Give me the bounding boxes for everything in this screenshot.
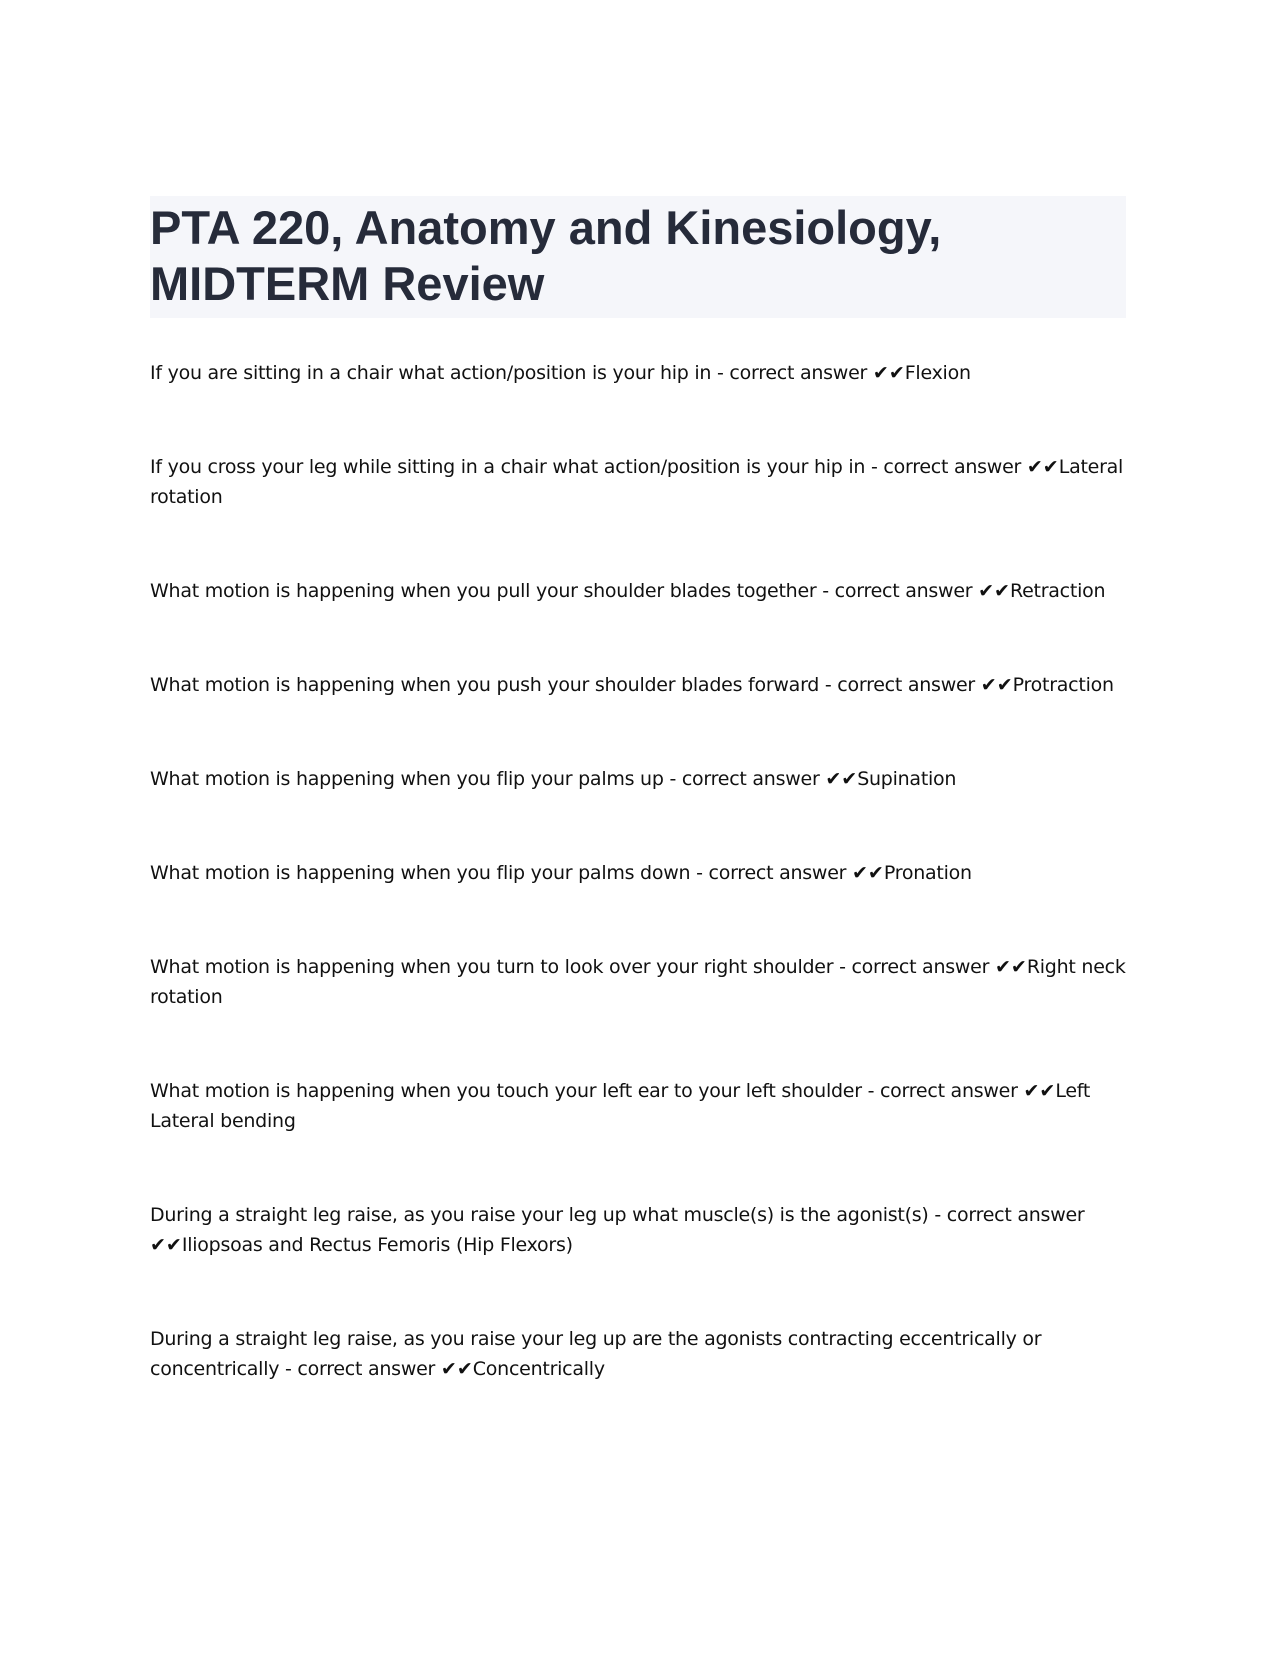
separator: -: [861, 1080, 880, 1102]
separator: -: [833, 956, 852, 978]
question-text: What motion is happening when you pull your shoulder blades together: [150, 580, 817, 602]
qa-item: [150, 764, 1130, 794]
answer-marker: correct answer: [883, 456, 1022, 478]
check-marks-icon: ✔✔: [825, 768, 858, 790]
separator: -: [690, 862, 709, 884]
check-marks-icon: ✔✔: [1023, 1080, 1056, 1102]
question-text: What motion is happening when you push your shoulder blades forward: [150, 674, 820, 696]
qa-item: [150, 452, 1130, 512]
qa-item: [150, 358, 1130, 388]
check-marks-icon: ✔✔: [994, 956, 1027, 978]
check-marks-icon: ✔✔: [440, 1358, 473, 1380]
check-marks-icon: ✔✔: [980, 674, 1013, 696]
answer-marker: correct answer: [297, 1358, 436, 1380]
question-text: During a straight leg raise, as you raise your leg up what muscle(s) is the agonist(s): [150, 1204, 929, 1226]
answer-text: Supination: [857, 768, 957, 790]
answer-text: Protraction: [1012, 674, 1114, 696]
qa-item: [150, 1324, 1130, 1384]
qa-list: [150, 358, 1126, 1384]
check-marks-icon: ✔✔: [150, 1234, 182, 1256]
answer-marker: correct answer: [729, 362, 868, 384]
answer-marker: correct answer: [946, 1204, 1085, 1226]
answer-text: Lateral rotation: [150, 456, 1124, 508]
answer-marker: correct answer: [681, 768, 820, 790]
qa-item: [150, 952, 1130, 1012]
question-text: If you are sitting in a chair what action/position is your hip in: [150, 362, 712, 384]
page-title: PTA 220, Anatomy and Kinesiology, MIDTERM Review: [150, 201, 942, 310]
check-marks-icon: ✔✔: [872, 362, 905, 384]
qa-item: [150, 1076, 1130, 1136]
answer-marker: correct answer: [851, 956, 990, 978]
answer-text: Concentrically: [472, 1358, 605, 1380]
answer-marker: correct answer: [834, 580, 973, 602]
question-text: If you cross your leg while sitting in a chair what action/position is your hip in: [150, 456, 866, 478]
qa-item: [150, 576, 1130, 606]
answer-text: Left Lateral bending: [150, 1080, 1091, 1132]
check-marks-icon: ✔✔: [978, 580, 1010, 602]
separator: -: [816, 580, 835, 602]
check-marks-icon: ✔✔: [852, 862, 884, 884]
answer-text: Iliopsoas and Rectus Femoris (Hip Flexors): [181, 1234, 573, 1256]
qa-item: [150, 670, 1130, 700]
separator: -: [819, 674, 838, 696]
answer-marker: correct answer: [708, 862, 847, 884]
answer-marker: correct answer: [879, 1080, 1018, 1102]
answer-text: Retraction: [1009, 580, 1106, 602]
answer-text: Right neck rotation: [150, 956, 1126, 1008]
qa-item: [150, 1200, 1130, 1260]
question-text: What motion is happening when you touch your left ear to your left shoulder: [150, 1080, 862, 1102]
separator: -: [865, 456, 884, 478]
separator: -: [928, 1204, 947, 1226]
title-banner: [150, 196, 1126, 318]
qa-item: [150, 858, 1130, 888]
answer-marker: correct answer: [837, 674, 975, 696]
question-text: During a straight leg raise, as you raise your leg up are the agonists contracting eccentrically or concentrically: [150, 1328, 1042, 1380]
document-page: [150, 196, 1126, 1448]
separator: -: [663, 768, 682, 790]
separator: -: [711, 362, 730, 384]
question-text: What motion is happening when you flip your palms down: [150, 862, 691, 884]
question-text: What motion is happening when you flip your palms up: [150, 768, 664, 790]
question-text: What motion is happening when you turn to look over your right shoulder: [150, 956, 834, 978]
check-marks-icon: ✔✔: [1026, 456, 1059, 478]
answer-text: Pronation: [883, 862, 972, 884]
answer-text: Flexion: [904, 362, 971, 384]
separator: -: [279, 1358, 298, 1380]
